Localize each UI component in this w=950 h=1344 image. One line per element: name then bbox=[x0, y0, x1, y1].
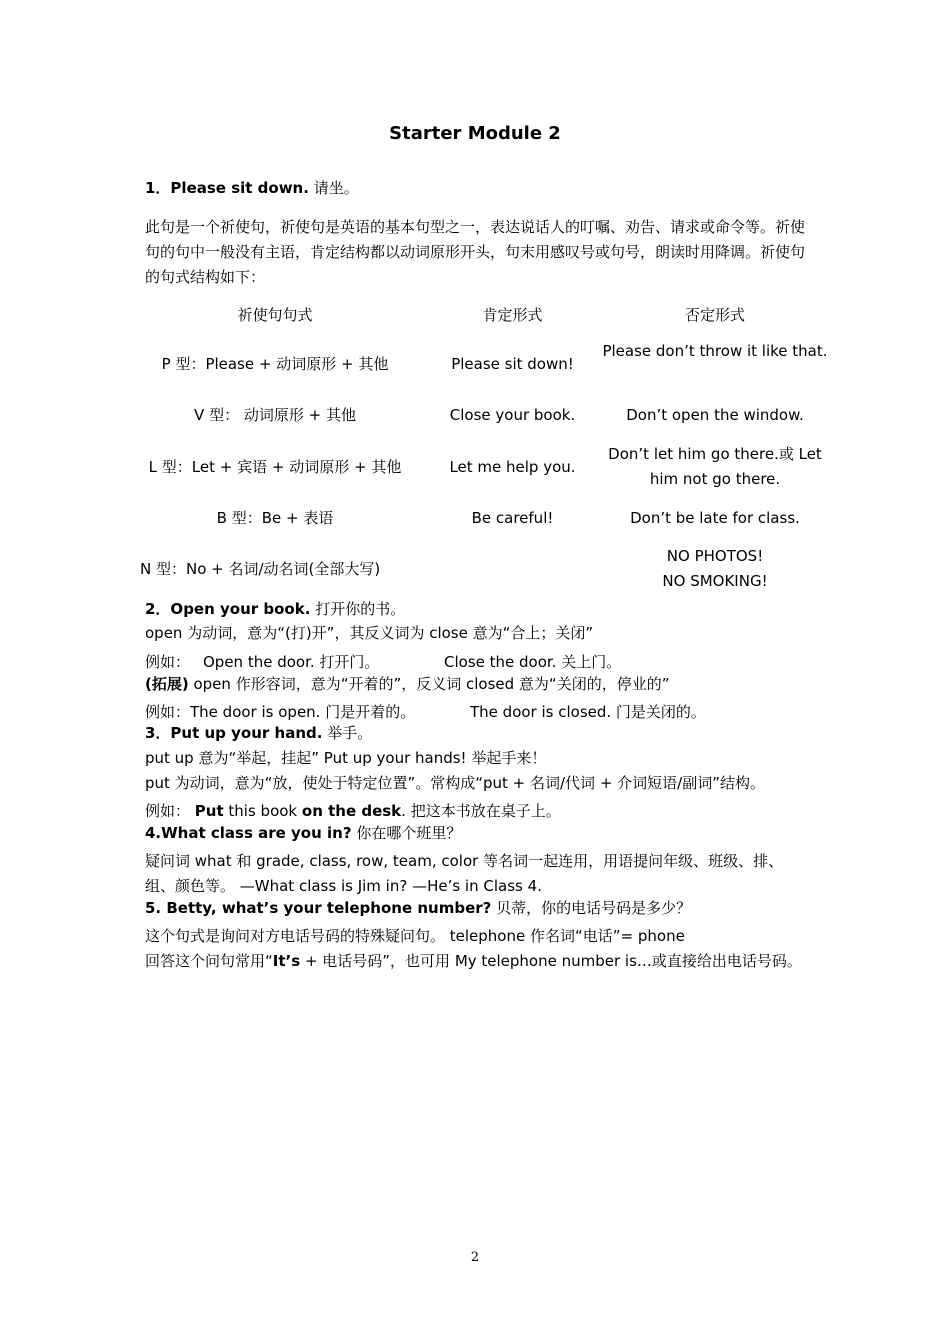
section-5-heading bbox=[145, 898, 691, 918]
example-bold-on-the-desk: on the desk bbox=[301, 802, 402, 820]
section-5-heading-cn: 贝蒂，你的电话号码是多少？ bbox=[496, 899, 692, 917]
table-row-v-pattern: V 型： 动词原形 + 其他 bbox=[194, 406, 356, 424]
section-2-heading bbox=[145, 599, 405, 619]
section-2-example-1 bbox=[145, 652, 190, 672]
table-row-v-negative: Don’t open the window. bbox=[626, 406, 804, 424]
table-row-p-negative: Please don’t throw it like that. bbox=[602, 342, 828, 360]
section-1-heading bbox=[145, 178, 359, 198]
section-2-heading-cn: 打开你的书。 bbox=[315, 600, 406, 618]
table-row-p-positive: Please sit down! bbox=[451, 355, 574, 373]
section-2-heading-en: 2．Open your book. bbox=[145, 600, 311, 618]
section-2-example-1b: Close the door. 关上门。 bbox=[444, 653, 622, 671]
section-3-heading-en: 3．Put up your hand. bbox=[145, 724, 323, 742]
section-4-heading-en: 4.What class are you in? bbox=[145, 824, 352, 842]
extension-text: open 作形容词，意为“开着的”，反义词 closed 意为“关闭的，停业的” bbox=[188, 675, 670, 693]
section-5-paragraph-c: + 电话号码”，也可用 My telephone number is…或直接给出电话号码。 bbox=[300, 952, 802, 970]
section-5-line-1: 这个句式是询问对方电话号码的特殊疑问句。 telephone 作名词“电话”= phone bbox=[145, 927, 685, 945]
example-2a: The door is open. 门是开着的。 bbox=[190, 703, 416, 721]
table-row-n-pattern: N 型：No + 名词/动名词(全部大写) bbox=[140, 560, 381, 578]
table-row-b-negative: Don’t be late for class. bbox=[630, 509, 800, 527]
example-label: 例如： bbox=[145, 703, 191, 721]
page-title: Starter Module 2 bbox=[389, 123, 561, 144]
table-row-n-negative-2: NO SMOKING! bbox=[662, 572, 768, 590]
section-2-example-2 bbox=[145, 702, 415, 722]
example-label: 例如： bbox=[145, 802, 191, 820]
table-row-l-negative: Don’t let him go there.或 Let him not go there. bbox=[608, 445, 822, 488]
table-row-b-pattern: B 型：Be + 表语 bbox=[216, 509, 334, 527]
table-header-pattern: 祈使句句式 bbox=[237, 306, 313, 324]
table-row-n-negative-1: NO PHOTOS! bbox=[666, 547, 764, 565]
example-text-1: this book bbox=[223, 802, 302, 820]
section-4-heading bbox=[145, 823, 461, 843]
section-3-line-2: put 为动词，意为“放，使处于特定位置”。常构成“put + 名词/代词 + 介词短语/副词”结构。 bbox=[145, 774, 765, 792]
table-row-l-positive: Let me help you. bbox=[449, 458, 576, 476]
table-row-p-pattern: P 型：Please + 动词原形 + 其他 bbox=[161, 355, 389, 373]
section-3-heading-cn: 举手。 bbox=[327, 724, 373, 742]
section-1-heading-cn: 请坐。 bbox=[313, 179, 359, 197]
section-3-heading bbox=[145, 723, 372, 743]
example-label: 例如： bbox=[145, 653, 191, 671]
extension-label: (拓展) bbox=[145, 675, 189, 693]
section-5-heading-en: 5. Betty, what’s your telephone number? bbox=[145, 899, 492, 917]
section-2-example-2b: The door is closed. 门是关闭的。 bbox=[470, 703, 706, 721]
page-number: 2 bbox=[470, 1250, 480, 1265]
section-3-line-1: put up 意为“举起，挂起” Put up your hands! 举起手来！ bbox=[145, 749, 547, 767]
section-1-paragraph: 此句是一个祈使句，祈使句是英语的基本句型之一，表达说话人的叮嘱、劝告、请求或命令等。祈使句的句中一般没有主语，肯定结构都以动词原形开头，句末用感叹号或句号，朗读时用降调。祈使句的句式结构如下： bbox=[145, 218, 806, 286]
section-2-line-2 bbox=[145, 674, 669, 694]
table-header-negative: 否定形式 bbox=[684, 306, 745, 324]
section-1-heading-en: 1．Please sit down. bbox=[145, 179, 309, 197]
section-5-paragraph bbox=[145, 949, 810, 974]
table-row-l-pattern: L 型：Let + 宾语 + 动词原形 + 其他 bbox=[148, 458, 402, 476]
section-4-paragraph: 疑问词 what 和 grade, class, row, team, color 等名词一起连用，用语提问年级、班级、排、组、颜色等。 —What class is Jim in? —He’s in Class 4. bbox=[145, 852, 784, 895]
section-4-heading-cn: 你在哪个班里？ bbox=[356, 824, 462, 842]
section-2-line-1: open 为动词，意为“(打)开”，其反义词为 close 意为“合上；关闭” bbox=[145, 624, 594, 642]
table-row-v-positive: Close your book. bbox=[449, 406, 576, 424]
example-bold-put: Put bbox=[194, 802, 224, 820]
section-2-example-1a: Open the door. 打开门。 bbox=[203, 653, 380, 671]
table-row-b-positive: Be careful! bbox=[471, 509, 554, 527]
section-5-paragraph-a: 回答这个问句常用“ bbox=[145, 952, 273, 970]
section-3-example bbox=[145, 801, 561, 821]
table-header-positive: 肯定形式 bbox=[482, 306, 543, 324]
example-text-2: . 把这本书放在桌子上。 bbox=[401, 802, 561, 820]
section-5-paragraph-bold: It’s bbox=[272, 952, 301, 970]
